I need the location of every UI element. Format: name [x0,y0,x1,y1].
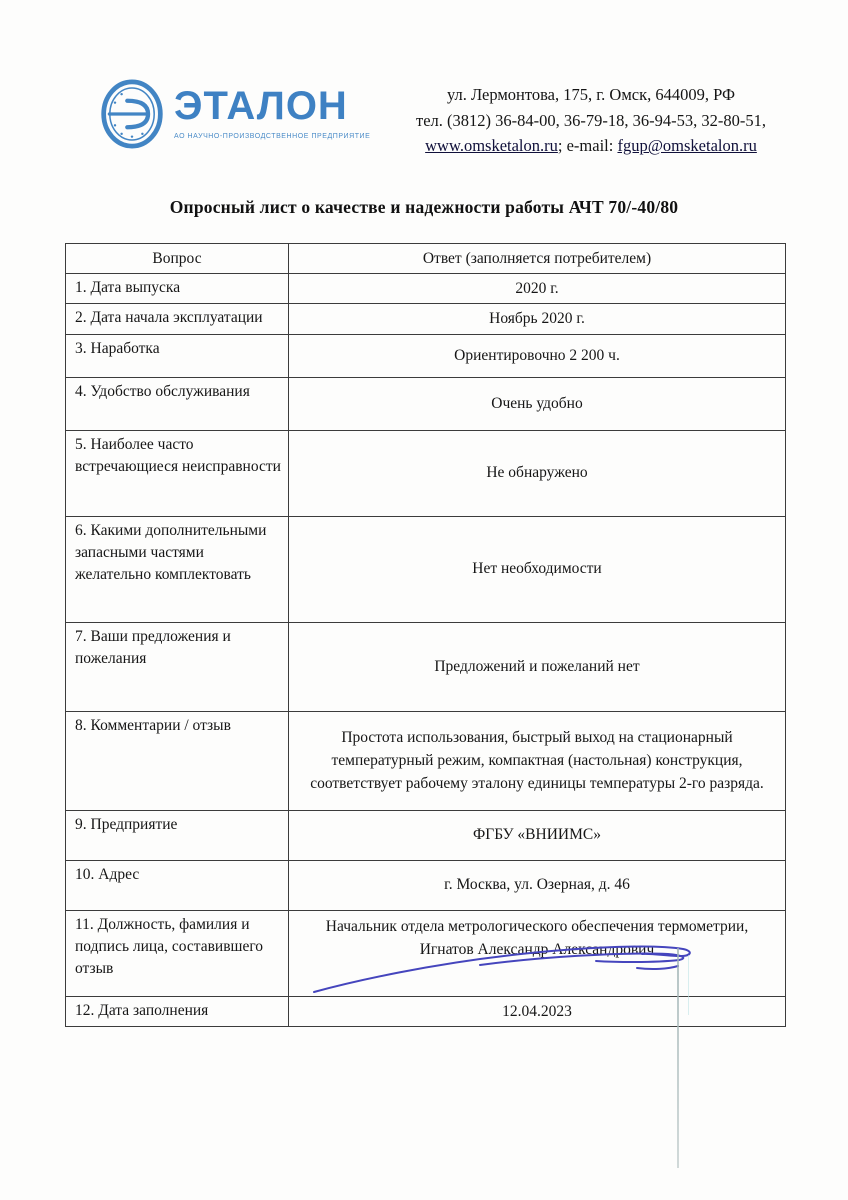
table-row [66,860,786,910]
question-cell: 6. Какими дополнительными запасными частями желательно комплектовать [66,516,289,622]
question-cell: 11. Должность, фамилия и подпись лица, составившего отзыв [66,910,289,996]
letterhead [98,74,788,159]
question-cell: 12. Дата заполнения [66,996,289,1026]
question-column-header: Вопрос [66,244,289,274]
table-row [66,304,786,334]
contact-block [394,74,788,159]
page-title: Опросный лист о качестве и надежности работы АЧТ 70/-40/80 [169,197,679,217]
table-row [66,334,786,377]
question-cell: 9. Предприятие [66,810,289,860]
scan-artifact-line [677,948,679,1168]
answer-cell: Простота использования, быстрый выход на стационарный температурный режим, компактная (настольная) конструкция, соответствует рабочему эталону единицы температуры 2-го разряда. [289,711,786,810]
phone-line: тел. (3812) 36-84-00, 36-79-18, 36-94-53, 32-80-51, [416,110,766,130]
answer-cell: 12.04.2023 [289,996,786,1026]
email-label: e-mail: [566,136,614,156]
company-logo [98,74,371,154]
logo-text [174,74,370,140]
table-header-row [66,244,786,274]
table-row [66,516,786,622]
website-link[interactable]: www.omsketalon.ru [425,136,558,156]
brand-subtitle: АО НАУЧНО-ПРОИЗВОДСТВЕННОЕ ПРЕДПРИЯТИЕ [174,133,371,140]
question-cell: 4. Удобство обслуживания [66,377,289,430]
address-line: ул. Лермонтова, 175, г. Омск, 644009, РФ [446,85,736,104]
table-row [66,711,786,810]
table-row [66,377,786,430]
email-link[interactable]: fgup@omsketalon.ru [617,136,757,156]
answer-cell: ФГБУ «ВНИИМС» [289,810,786,860]
question-cell: 1. Дата выпуска [66,274,289,304]
table-row [66,810,786,860]
question-cell: 2. Дата начала эксплуатации [66,304,289,334]
question-cell: 5. Наиболее часто встречающиеся неисправности [66,430,289,516]
web-email-line [394,133,788,159]
answer-cell: Начальник отдела метрологического обеспечения термометрии, Игнатов Александр Александрович [289,910,786,996]
table-row [66,430,786,516]
answer-cell: Нет необходимости [289,516,786,622]
questionnaire-table [65,243,786,1027]
brand-name: ЭТАЛОН [174,84,348,128]
answer-cell: 2020 г. [289,274,786,304]
answer-cell: Очень удобно [289,377,786,430]
etalon-logo-icon [98,74,166,154]
answer-cell: Ноябрь 2020 г. [289,304,786,334]
question-cell: 8. Комментарии / отзыв [66,711,289,810]
table-row [66,274,786,304]
scan-artifact-line-faint [688,955,689,1015]
separator-text: ; [557,136,563,156]
question-cell: 3. Наработка [66,334,289,377]
answer-cell: Предложений и пожеланий нет [289,622,786,711]
answer-cell: Не обнаружено [289,430,786,516]
table-row [66,622,786,711]
answer-column-header: Ответ (заполняется потребителем) [289,244,786,274]
question-cell: 7. Ваши предложения и пожелания [66,622,289,711]
answer-cell: Ориентировочно 2 200 ч. [289,334,786,377]
question-cell: 10. Адрес [66,860,289,910]
answer-cell: г. Москва, ул. Озерная, д. 46 [289,860,786,910]
